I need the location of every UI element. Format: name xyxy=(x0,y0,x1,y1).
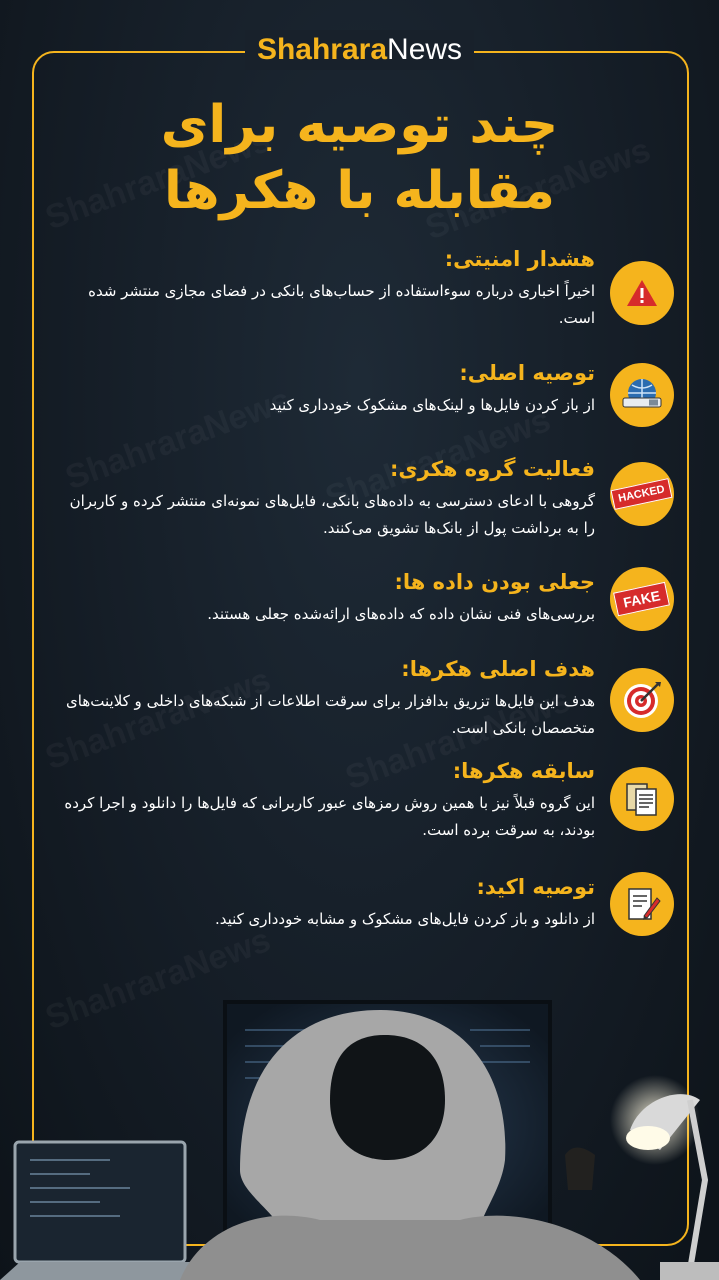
item-text: اخیراً اخباری درباره سوءاستفاده از حساب‌های بانکی در فضای مجازی منتشر شده است. xyxy=(88,282,595,327)
logo-suffix: News xyxy=(387,33,463,66)
site-logo xyxy=(0,30,719,70)
item-title: توصیه اکید: xyxy=(476,875,595,899)
page-title xyxy=(0,92,719,224)
stamp-label: HACKED xyxy=(611,478,673,510)
item-title: هدف اصلی هکرها: xyxy=(401,657,595,681)
write-document-icon xyxy=(610,872,674,936)
item-title: سابقه هکرها: xyxy=(452,759,595,783)
item-text: هدف این فایل‌ها تزریق بدافزار برای سرقت اطلاعات از شبکه‌های داخلی و کلاینت‌های متخصصان بانکی است. xyxy=(66,692,595,737)
hacked-stamp-icon xyxy=(610,462,674,526)
fake-stamp-icon xyxy=(610,567,674,631)
item-title: جعلی بودن داده ها: xyxy=(394,570,595,594)
list-item xyxy=(55,872,595,933)
documents-icon xyxy=(610,767,674,831)
title-line-1: چند توصیه برای xyxy=(160,95,559,155)
item-title: هشدار امنیتی: xyxy=(444,247,595,271)
list-item xyxy=(55,567,595,628)
globe-link-icon xyxy=(610,363,674,427)
item-text: از باز کردن فایل‌ها و لینک‌های مشکوک خودداری کنید xyxy=(269,396,595,414)
hacker-scene-illustration xyxy=(0,990,719,1280)
list-item xyxy=(55,358,595,419)
list-item xyxy=(55,244,595,332)
target-icon xyxy=(610,668,674,732)
item-text: بررسی‌های فنی نشان داده که داده‌های ارائه‌شده جعلی هستند. xyxy=(207,605,595,623)
list-item xyxy=(55,756,595,844)
warning-icon xyxy=(610,261,674,325)
item-text: گروهی با ادعای دسترسی به داده‌های بانکی، فایل‌های نمونه‌ای منتشر کرده و کاربران را به برداشت پول از بانک‌ها تشویق می‌کنند. xyxy=(69,492,595,537)
stamp-label: FAKE xyxy=(613,582,670,617)
list-item xyxy=(55,654,595,742)
item-text: از دانلود و باز کردن فایل‌های مشکوک و مشابه خودداری کنید. xyxy=(214,910,595,928)
item-title: فعالیت گروه هکری: xyxy=(389,457,595,481)
item-title: توصیه اصلی: xyxy=(459,361,595,385)
list-item xyxy=(55,454,595,542)
logo-brand: Shahrara xyxy=(256,33,388,66)
title-line-2: مقابله با هکرها xyxy=(164,161,555,221)
item-text: این گروه قبلاً نیز با همین روش رمزهای عبور کاربرانی که فایل‌ها را دانلود و اجرا کرده بودند، به سرقت برده است. xyxy=(64,794,595,839)
